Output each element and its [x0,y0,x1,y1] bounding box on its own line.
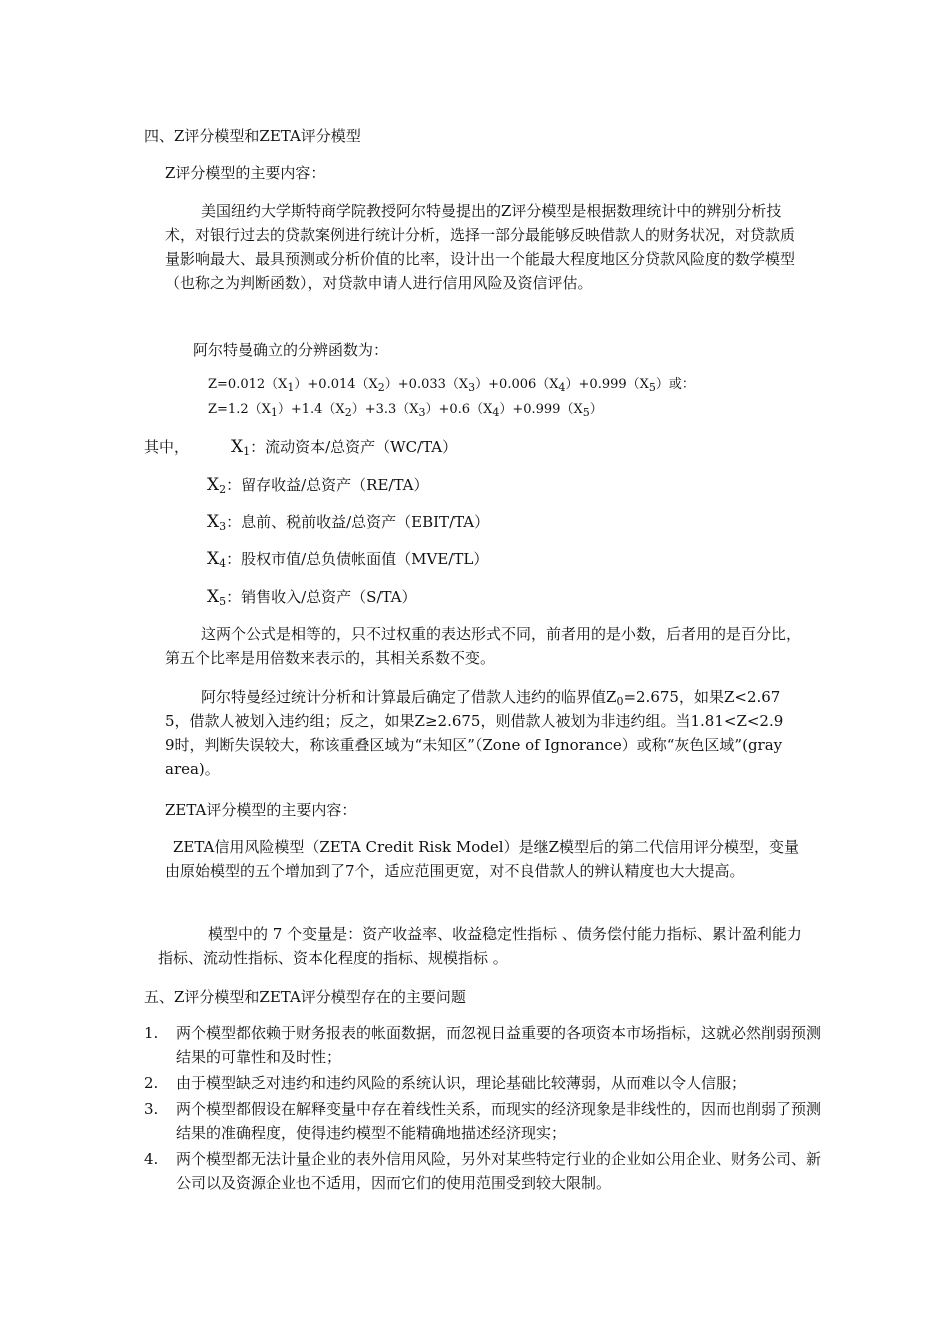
variable-x3: $X_3$：息前、税前收益/总资产（EBIT/TA） [207,512,490,533]
critical-value-paragraph: 阿尔特曼经过统计分析和计算最后确定了借款人违约的临界值$Z_0=2.675$，如果Z<2.675，借款人被划入违约组；反之，如果Z≥2.675，则借款人被划为非违约组。当1.81<Z<2.99时，判断失误较大，称该重叠区域为“未知区”（Zone of Ignorance）或称“灰色区域”(gray area)。 [165,688,784,778]
zeta-model-subheading: ZETA评分模型的主要内容： [165,801,357,819]
list-number: 3. [144,1100,159,1118]
variable-x2: $X_2$：留存收益/总资产（RE/TA） [207,475,429,496]
list-number: 1. [144,1024,159,1042]
z-model-subheading: Z评分模型的主要内容： [165,164,326,182]
list-number: 4. [144,1150,159,1168]
list-number: 2. [144,1074,159,1092]
seven-variables-paragraph: 模型中的 7 个变量是：资产收益率、收益稳定性指标 、债务偿付能力指标、累计盈利能力指标、流动性指标、资本化程度的指标、规模指标 。 [158,925,802,967]
formula-equivalence-note: 这两个公式是相等的，只不过权重的表达形式不同，前者用的是小数，后者用的是百分比，第五个比率是用倍数来表示的，其相关系数不变。 [165,625,802,667]
where-label: 其中， [144,438,190,456]
z-model-description: 美国纽约大学斯特商学院教授阿尔特曼提出的Z评分模型是根据数理统计中的辨别分析技术，对银行过去的贷款案例进行统计分析，选择一部分最能够反映借款人的财务状况，对贷款质量影响最大、最具预测或分析价值的比率，设计出一个能最大程度地区分贷款风险度的数学模型（也称之为判断函数），对贷款申请人进行信用风险及资信评估。 [165,202,796,292]
variable-x4: $X_4$：股权市值/总负债帐面值（MVE/TL） [207,549,489,570]
list-text: 两个模型都无法计量企业的表外信用风险，另外对某些特定行业的企业如公用企业、财务公司、新公司以及资源企业也不适用，因而它们的使用范围受到较大限制。 [176,1150,822,1192]
section-4-heading: 四、Z评分模型和ZETA评分模型 [144,127,361,145]
function-intro: 阿尔特曼确立的分辨函数为： [193,341,389,359]
list-text: 两个模型都假设在解释变量中存在着线性关系，而现实的经济现象是非线性的，因而也削弱了预测结果的准确程度，使得违约模型不能精确地描述经济现实； [176,1100,822,1142]
variable-x1: $X_1$：流动资本/总资产（WC/TA） [231,437,458,458]
variable-x5: $X_5$：销售收入/总资产（S/TA） [207,587,417,608]
formula-decimal: $Z=0.012(X_1)+0.014(X_2)+0.033(X_3)+0.006(X_4)+0.999(X_5)$或： [208,377,695,394]
section-5-heading: 五、Z评分模型和ZETA评分模型存在的主要问题 [144,988,466,1006]
list-text: 两个模型都依赖于财务报表的帐面数据，而忽视日益重要的各项资本市场指标，这就必然削弱预测结果的可靠性和及时性； [176,1024,822,1066]
formula-percent: $Z=1.2(X_1)+1.4(X_2)+3.3(X_3)+0.6(X_4)+0.999(X_5)$ [208,402,603,419]
list-text: 由于模型缺乏对违约和违约风险的系统认识，理论基础比较薄弱，从而难以令人信服； [176,1074,747,1092]
zeta-model-description: ZETA信用风险模型（ZETA Credit Risk Model）是继Z模型后的第二代信用评分模型，变量由原始模型的五个增加到了7个，适应范围更宽，对不良借款人的辨认精度也大大提高。 [165,838,800,880]
